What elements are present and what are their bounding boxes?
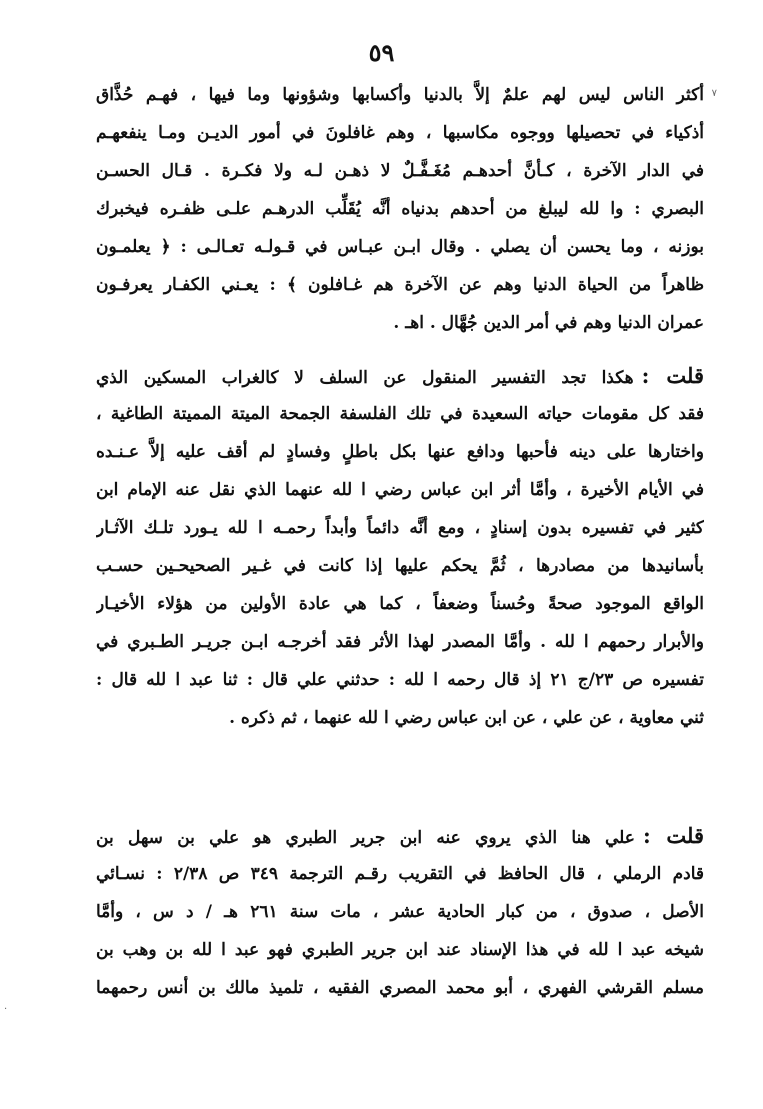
text-line: أكثر الناس ليس لهم علمٌ إلاَّ بالدنيا وأكسابها وشؤونها وما فيها ، فهـم حُذَّاق [96,85,704,105]
text-line: كثير في تفسيره بدون إسنادٍ ، ومع أنَّه دائماً وأبداً رحمـه ا لله يـورد تلـك الآثـار [96,518,704,538]
margin-mark-top: ٧ [711,88,717,99]
text-line: قادم الرملي ، قال الحافظ في التقريب رقـم الترجمة ٣٤٩ ص ٢/٣٨ : نسـائي [96,864,704,884]
text-line: مسلم القرشي الفهري ، أبو محمد المصري الفقيه ، تلميذ مالك بن أنس رحمهما [96,978,704,998]
text-line: شيخه عبد ا لله في هذا الإسناد عند ابن جرير الطبري فهو عبد ا لله بن وهب بن [96,940,704,960]
paragraph-2 [96,357,704,737]
text-line: الواقع الموجود صحةً وحُسناً وضعفاً ، كما هي عادة الأولين من هؤلاء الأخيـار [96,594,704,614]
text-line: فقد كل مقومات حياته السعيدة في تلك الفلسفة الجمحة الميتة المميتة الطاغية ، [96,404,704,424]
text-line: البصري : وا لله ليبلغ من أحدهم بدنياه أنَّه يُقَلِّب الدرهـم علـى ظفـره فيخبرك [96,199,704,219]
paragraph-1 [96,76,704,342]
text-line: ظاهراً من الحياة الدنيا وهم عن الآخرة هم غـافلون ﴾ : يعـني الكفـار يعرفـون [96,275,704,295]
page-number: ٥٩ [368,38,395,67]
text-line: عمران الدنيا وهم في أمر الدين جُهَّال . اهـ . [393,313,704,333]
margin-mark-bottom: . [4,1001,8,1012]
text-line: أذكياء في تحصيلها ووجوه مكاسبها ، وهم غافلونَ في أمور الديـن ومـا ينفعهـم [96,123,704,143]
text-line: واختارها على دينه فأحبها ودافع عنها بكل باطلٍ وفسادٍ لم أقف عليه إلاَّ عـنـده [96,442,704,462]
text-line: ثني معاوية ، عن علي ، عن ابن عباس رضي ا لله عنهما ، ثم ذكره . [229,708,704,728]
text-line-content: علي هنا الذي يروي عنه ابن جرير الطبري هو علي بن سهل بن [96,828,635,848]
text-line: في الدار الآخرة ، كـأنَّ أحدهـم مُغَـفَّـلٌ لا ذهـن لـه ولا فكـرة . قـال الحسـن [96,161,704,181]
text-line: الأصل ، صدوق ، من كبار الحادية عشر ، مات سنة ٢٦١ هـ / د س ، وأمَّا [96,902,704,922]
text-line-with-lead [96,817,704,855]
paragraph-lead-word: قلت : [641,363,704,388]
text-line-content: هكذا تجد التفسير المنقول عن السلف لا كالغراب المسكين الذي [96,368,634,388]
text-line-with-lead [96,357,704,395]
text-line: بوزنه ، وما يحسن أن يصلي . وقال ابـن عبـاس في قـولـه تعـالـى : ﴿ يعلمـون [96,237,704,257]
text-line: تفسيره ص ٢٣/ج ٢١ إذ قال رحمه ا لله : حدثني علي قال : ثنا عبد ا لله قال : [96,670,704,690]
paragraph-lead-word: قلت : [642,823,704,848]
text-line: والأبرار رحمهم ا لله . وأمَّا المصدر لهذا الأثر فقد أخرجـه ابـن جريـر الطـبري في [96,632,704,652]
text-line: في الأيام الأخيرة ، وأمَّا أثر ابن عباس رضي ا لله عنهما الذي نقل عنه الإمام ابن [96,480,704,500]
paragraph-3 [96,817,704,1007]
text-line: بأسانيدها من مصادرها ، ثُمَّ يحكم عليها إذا كانت في غـير الصحيحـين حسـب [96,556,704,576]
